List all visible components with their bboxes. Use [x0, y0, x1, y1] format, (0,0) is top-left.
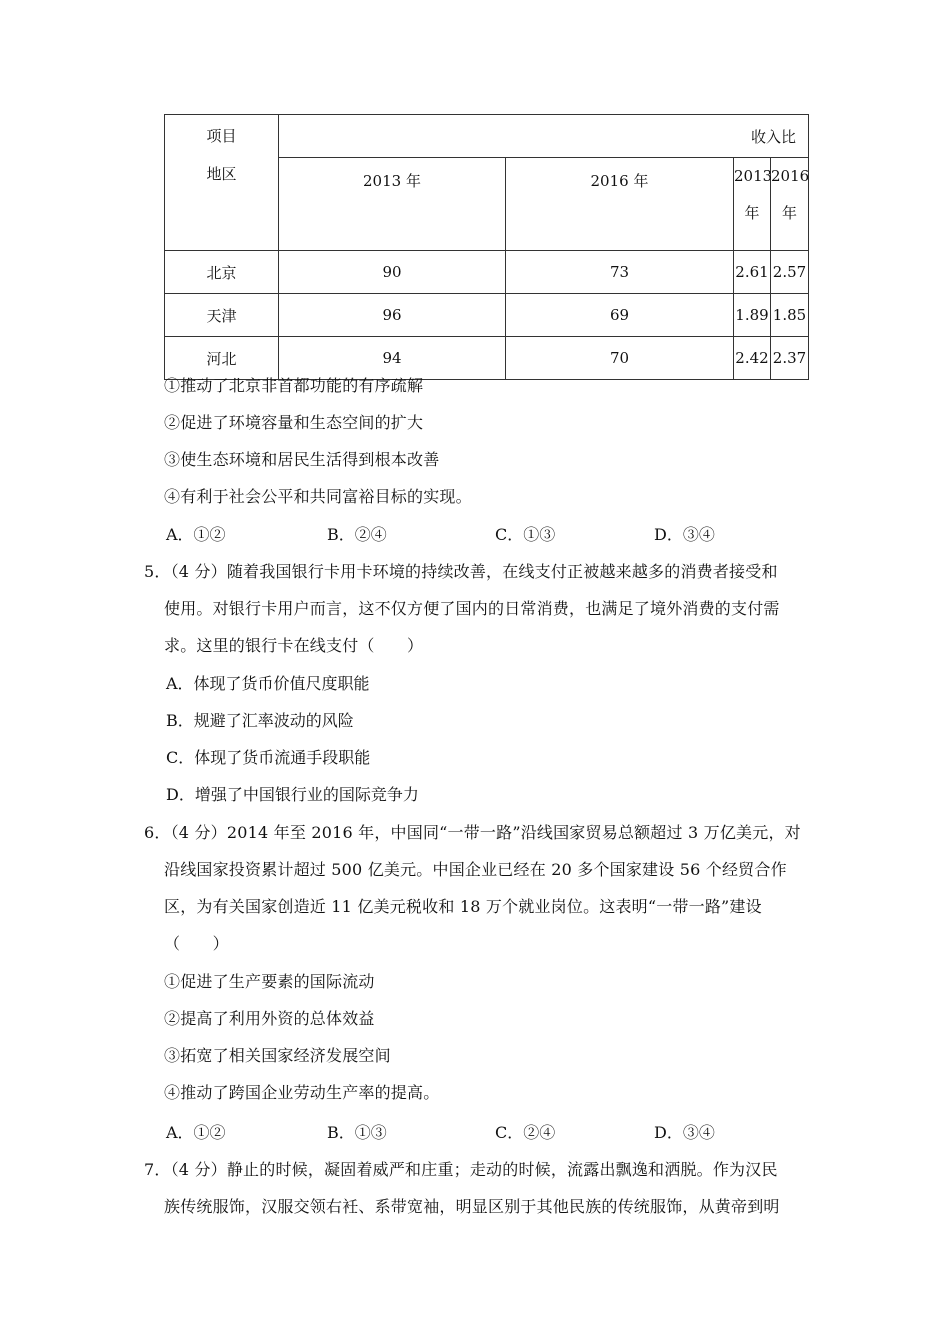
q5-option-b[interactable]: B．规避了汇率波动的风险 — [166, 711, 354, 730]
q5-stem-line: 使用。对银行卡用户而言，这不仅方便了国内的日常消费，也满足了境外消费的支付需 — [164, 599, 780, 618]
region-cell: 北京 — [165, 251, 279, 294]
region-cell: 河北 — [165, 337, 279, 380]
table-header-cell — [165, 115, 279, 251]
header-ratio-2016 — [771, 158, 809, 251]
q6-stem-line: （ ） — [164, 934, 229, 953]
ratio-2016-cell: 1.85 — [771, 294, 809, 337]
q5-option-d[interactable]: D．增强了中国银行业的国际竞争力 — [166, 785, 419, 804]
q6-stem-line: 沿线国家投资累计超过 500 亿美元。中国企业已经在 20 多个国家建设 56 个经贸合作 — [164, 860, 787, 879]
q6-statement: ③拓宽了相关国家经济发展空间 — [164, 1046, 391, 1065]
table-row — [165, 294, 809, 337]
value-2016-cell: 69 — [506, 294, 734, 337]
ratio-2016-cell: 2.37 — [771, 337, 809, 380]
value-2013-cell: 94 — [279, 337, 506, 380]
q4-option-c[interactable]: C．①③ — [495, 525, 556, 544]
q6-option-c[interactable]: C．②④ — [495, 1123, 556, 1142]
q6-statement: ①促进了生产要素的国际流动 — [164, 972, 375, 991]
header-ratio-label: 收入比 — [279, 115, 809, 158]
ratio-2013-cell: 2.42 — [734, 337, 771, 380]
q7-stem-line: 族传统服饰，汉服交领右衽、系带宽袖，明显区别于其他民族的传统服饰，从黄帝到明 — [164, 1197, 780, 1216]
ratio-2016-unit: 年 — [782, 204, 798, 222]
q4-statement: ④有利于社会公平和共同富裕目标的实现。 — [164, 487, 472, 506]
q6-statement: ②提高了利用外资的总体效益 — [164, 1009, 375, 1028]
q6-option-d[interactable]: D．③④ — [654, 1123, 715, 1142]
value-2013-cell: 90 — [279, 251, 506, 294]
q7-stem-line: 7．（4 分）静止的时候，凝固着威严和庄重；走动的时候，流露出飘逸和洒脱。作为汉民 — [144, 1160, 778, 1179]
header-ratio-2013 — [734, 158, 771, 251]
region-cell: 天津 — [165, 294, 279, 337]
header-region-label: 地区 — [206, 165, 237, 183]
q4-option-a[interactable]: A．①② — [166, 525, 226, 544]
q6-stem-line: 6．（4 分）2014 年至 2016 年，中国同“一带一路”沿线国家贸易总额超过 3 万亿美元，对 — [144, 823, 801, 842]
value-2016-cell: 73 — [506, 251, 734, 294]
q4-statement: ①推动了北京非首都功能的有序疏解 — [164, 376, 424, 395]
table-row — [165, 251, 809, 294]
q4-option-d[interactable]: D．③④ — [654, 525, 715, 544]
q4-statement: ③使生态环境和居民生活得到根本改善 — [164, 450, 440, 469]
income-table — [164, 114, 809, 380]
q5-stem-line: 5．（4 分）随着我国银行卡用卡环境的持续改善，在线支付正被越来越多的消费者接受和 — [144, 562, 778, 581]
q5-option-a[interactable]: A．体现了货币价值尺度职能 — [166, 674, 370, 693]
ratio-2013-num: 2013 — [734, 167, 773, 185]
header-2016: 2016 年 — [506, 158, 734, 251]
q4-statement: ②促进了环境容量和生态空间的扩大 — [164, 413, 424, 432]
ratio-2013-cell: 1.89 — [734, 294, 771, 337]
q5-stem-line: 求。这里的银行卡在线支付（ ） — [164, 636, 424, 655]
ratio-2013-unit: 年 — [744, 204, 760, 222]
value-2013-cell: 96 — [279, 294, 506, 337]
q6-option-b[interactable]: B．①③ — [327, 1123, 387, 1142]
ratio-2013-cell: 2.61 — [734, 251, 771, 294]
value-2016-cell: 70 — [506, 337, 734, 380]
q6-option-a[interactable]: A．①② — [166, 1123, 226, 1142]
q4-option-b[interactable]: B．②④ — [327, 525, 387, 544]
q6-stem-line: 区，为有关国家创造近 11 亿美元税收和 18 万个就业岗位。这表明“一带一路”建设 — [164, 897, 762, 916]
header-2013: 2013 年 — [279, 158, 506, 251]
ratio-2016-num: 2016 — [771, 167, 810, 185]
q5-option-c[interactable]: C．体现了货币流通手段职能 — [166, 748, 371, 767]
q6-statement: ④推动了跨国企业劳动生产率的提高。 — [164, 1083, 440, 1102]
header-item-label: 项目 — [206, 127, 237, 145]
ratio-2016-cell: 2.57 — [771, 251, 809, 294]
